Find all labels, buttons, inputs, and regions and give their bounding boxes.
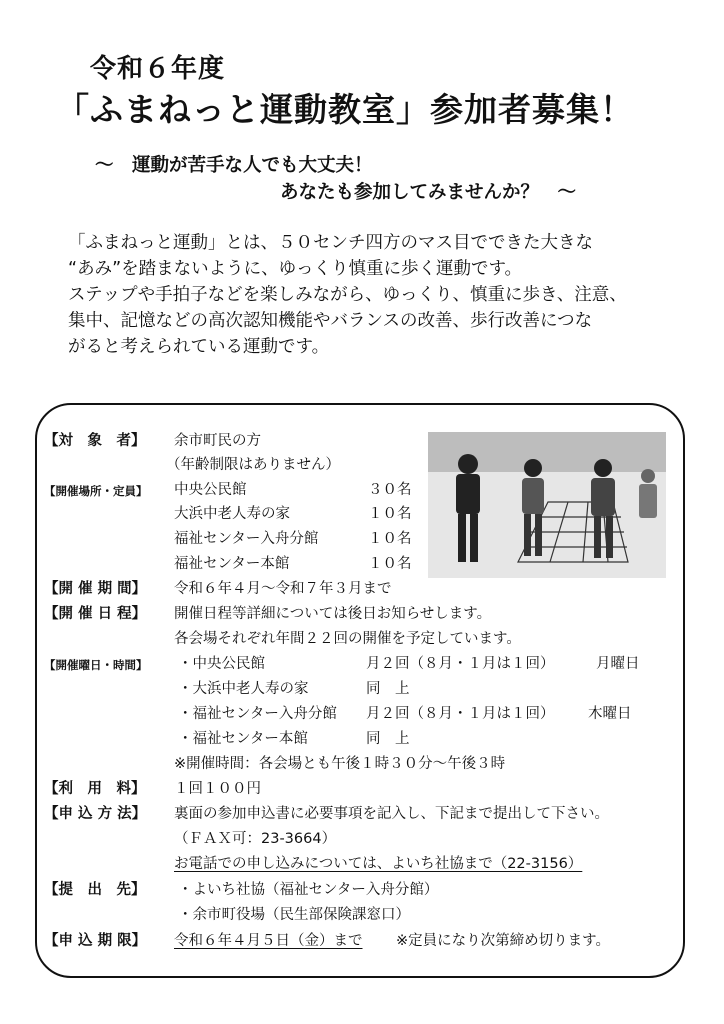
deadline-value: 令和６年４月５日（金）まで (174, 933, 363, 949)
fee-value: １回１００円 (174, 781, 261, 797)
day-venue: ・中央公民館 (178, 656, 265, 672)
submit-destination: ・余市町役場（民生部保険課窓口） (178, 907, 410, 923)
intro-line: “あみ”を踏まないように、ゆっくり慎重に歩く運動です。 (68, 259, 523, 279)
intro-paragraph (68, 230, 696, 360)
time-note: ※開催時間：各会場とも午後１時３０分～午後３時 (174, 756, 506, 772)
dayofweek-label: 【開催曜日・時間】 (44, 658, 148, 672)
fee-label: 【利 用 料】 (44, 781, 146, 797)
day-frequency: 同 上 (366, 681, 410, 697)
intro-line: がると考えられている運動です。 (68, 337, 330, 357)
deadline-note: ※定員になり次第締め切ります。 (396, 933, 610, 949)
day-frequency: 同 上 (366, 731, 410, 747)
apply-line1: 裏面の参加申込書に必要事項を記入し、下記まで提出して下さい。 (174, 806, 609, 822)
venue-capacity: １０名 (368, 531, 412, 547)
page-title: 「ふまねっと運動教室」参加者募集！ (56, 90, 634, 129)
venue-name: 福祉センター入舟分館 (174, 531, 319, 547)
intro-line: 「ふまねっと運動」とは、５０センチ四方のマス目でできた大きな (68, 233, 593, 253)
intro-line: ステップや手拍子などを楽しみながら、ゆっくり、慎重に歩き、注意、 (68, 285, 627, 305)
day-frequency: 月２回（８月・１月は１回） (366, 706, 555, 722)
schedule-line2: 各会場それぞれ年間２２回の開催を予定しています。 (174, 631, 521, 647)
fiscal-year: 令和６年度 (90, 54, 226, 84)
period-label: 【開 催 期 間】 (44, 581, 147, 597)
subtitle-line2: あなたも参加してみませんか？ ～ (280, 182, 577, 203)
day-venue: ・大浜中老人寿の家 (178, 681, 309, 697)
venue-capacity: １０名 (368, 556, 412, 572)
submit-destination: ・よいち社協（福祉センター入舟分館） (178, 882, 439, 898)
intro-line: 集中、記憶などの高次認知機能やバランスの改善、歩行改善につな (68, 311, 593, 331)
venue-capacity: １０名 (368, 506, 412, 522)
target-value: 余市町民の方 (174, 433, 261, 449)
day-weekday: 月曜日 (596, 656, 640, 672)
target-label: 【対 象 者】 (44, 433, 146, 449)
subtitle-line1: ～ 運動が苦手な人でも大丈夫！ (95, 155, 373, 176)
schedule-line1: 開催日程等詳細については後日お知らせします。 (174, 606, 492, 622)
period-value: 令和６年４月～令和７年３月まで (174, 581, 392, 597)
deadline-label: 【申 込 期 限】 (44, 933, 147, 949)
apply-label: 【申 込 方 法】 (44, 806, 147, 822)
exercise-photo (428, 432, 666, 578)
venue-name: 大浜中老人寿の家 (174, 506, 290, 522)
apply-phone: お電話での申し込みについては、よいち社協まで（22-3156） (174, 856, 583, 872)
venue-label: 【開催場所・定員】 (44, 484, 148, 498)
schedule-label: 【開 催 日 程】 (44, 606, 147, 622)
day-venue: ・福祉センター本館 (178, 731, 308, 747)
submit-label: 【提 出 先】 (44, 882, 146, 898)
target-note: （年齢制限はありません） (166, 457, 340, 473)
day-frequency: 月２回（８月・１月は１回） (366, 656, 555, 672)
day-weekday: 木曜日 (588, 706, 632, 722)
venue-capacity: ３０名 (368, 482, 412, 498)
day-venue: ・福祉センター入舟分館 (178, 706, 337, 722)
venue-name: 福祉センター本館 (174, 556, 290, 572)
venue-name: 中央公民館 (174, 482, 247, 498)
apply-fax: （ＦＡＸ可：23-3664） (174, 831, 337, 847)
